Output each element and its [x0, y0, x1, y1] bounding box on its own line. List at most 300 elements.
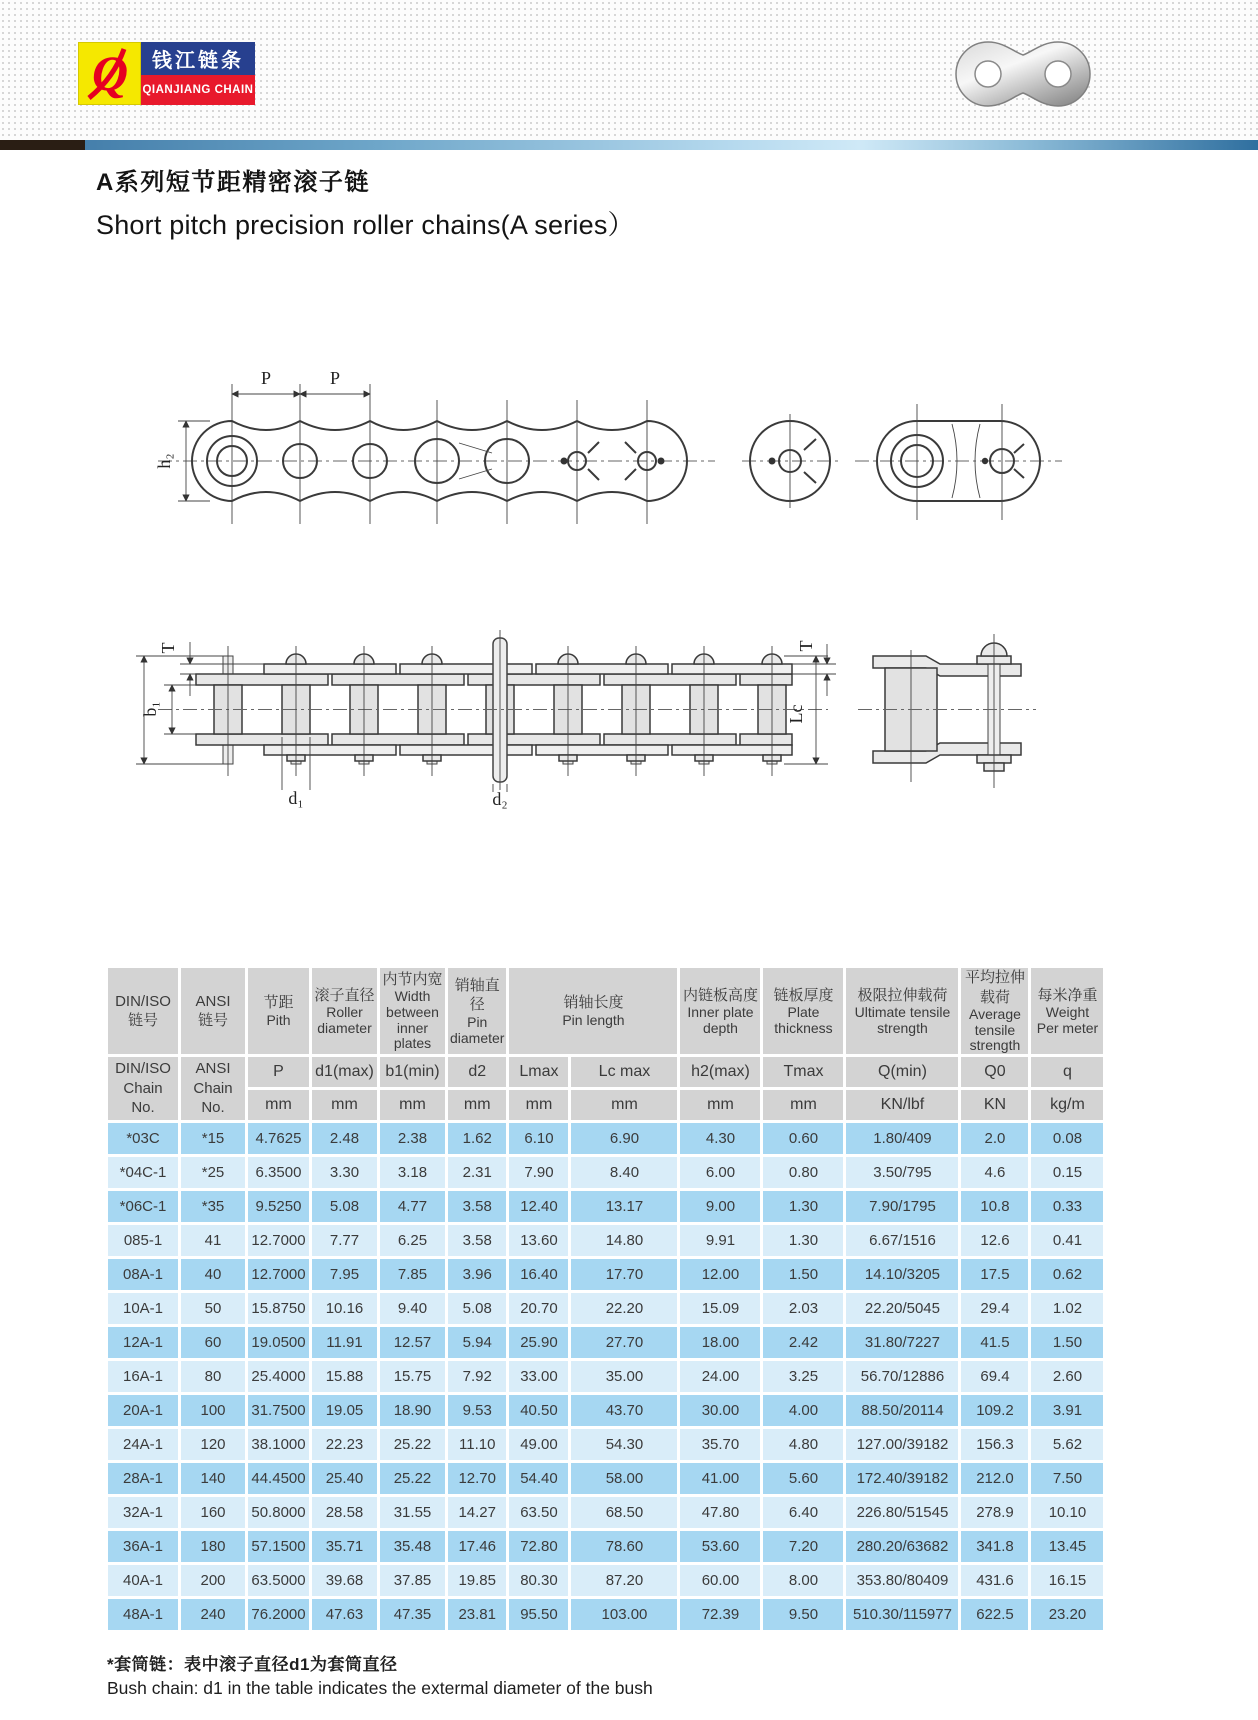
table-cell: *03C — [108, 1123, 178, 1154]
table-cell: 25.22 — [380, 1429, 445, 1460]
header-text: Tmax — [783, 1063, 824, 1081]
table-cell: 68.50 — [571, 1497, 677, 1528]
table-cell: *25 — [181, 1157, 245, 1188]
logo-english-name: QIANJIANG CHAIN — [141, 75, 255, 105]
table-cell: 5.60 — [763, 1463, 843, 1494]
col-group — [380, 968, 445, 1054]
table-cell: 0.41 — [1031, 1225, 1103, 1256]
table-cell: 2.03 — [763, 1293, 843, 1324]
header-text: kg/m — [1050, 1096, 1085, 1114]
col-unit — [380, 1090, 445, 1120]
col-group — [248, 968, 309, 1054]
header-text: mm — [525, 1096, 553, 1114]
table-cell: 28.58 — [312, 1497, 377, 1528]
table-cell: 48A-1 — [108, 1599, 178, 1630]
header-symbol-row — [108, 1057, 1103, 1087]
table-row — [108, 1599, 1103, 1630]
table-cell: 4.7625 — [248, 1123, 309, 1154]
table-row — [108, 1497, 1103, 1528]
table-cell: 103.00 — [571, 1599, 677, 1630]
table-cell: 11.10 — [448, 1429, 506, 1460]
header-text: 节距 — [263, 994, 294, 1012]
q-monogram-icon — [79, 43, 140, 104]
table-cell: 6.90 — [571, 1123, 677, 1154]
footnotes — [107, 1650, 653, 1699]
table-cell: 16A-1 — [108, 1361, 178, 1392]
table-cell: 160 — [181, 1497, 245, 1528]
header-text: Pin length — [562, 1011, 625, 1028]
table-cell: 35.00 — [571, 1361, 677, 1392]
header-text: ANSI — [195, 992, 231, 1010]
header-text: Q(min) — [878, 1063, 927, 1081]
col-ansi-en — [181, 1057, 245, 1120]
col-symbol — [571, 1057, 677, 1087]
col-symbol — [312, 1057, 377, 1087]
col-unit — [763, 1090, 843, 1120]
table-cell: 7.50 — [1031, 1463, 1103, 1494]
table-cell: 7.90 — [509, 1157, 568, 1188]
table-cell: 40.50 — [509, 1395, 568, 1426]
table-cell: 53.60 — [680, 1531, 760, 1562]
col-group — [312, 968, 377, 1054]
table-cell: 76.2000 — [248, 1599, 309, 1630]
table-cell: 72.80 — [509, 1531, 568, 1562]
table-cell: 25.4000 — [248, 1361, 309, 1392]
table-cell: 25.90 — [509, 1327, 568, 1358]
table-cell: 8.40 — [571, 1157, 677, 1188]
col-symbol — [380, 1057, 445, 1087]
table-row — [108, 1565, 1103, 1596]
header-text: mm — [463, 1096, 491, 1114]
title-chinese: A系列短节距精密滚子链 — [96, 169, 370, 196]
table-cell: 24A-1 — [108, 1429, 178, 1460]
header-text: 内节内宽 — [382, 970, 443, 988]
table-cell: 08A-1 — [108, 1259, 178, 1290]
table-cell: 63.50 — [509, 1497, 568, 1528]
header-text: 极限拉伸载荷 — [857, 986, 948, 1004]
table-cell: 47.80 — [680, 1497, 760, 1528]
header-text: mm — [790, 1096, 817, 1114]
table-cell: 9.40 — [380, 1293, 445, 1324]
col-symbol — [680, 1057, 760, 1087]
table-cell: 6.10 — [509, 1123, 568, 1154]
header-group-row — [108, 968, 1103, 1054]
table-cell: 33.00 — [509, 1361, 568, 1392]
table-cell: 0.80 — [763, 1157, 843, 1188]
table-cell: 78.60 — [571, 1531, 677, 1562]
table-cell: 12.7000 — [248, 1259, 309, 1290]
table-cell: 12A-1 — [108, 1327, 178, 1358]
col-symbol — [846, 1057, 958, 1087]
col-group — [448, 968, 506, 1054]
table-cell: 3.96 — [448, 1259, 506, 1290]
header-text: 销轴长度 — [563, 994, 624, 1012]
table-cell: 44.4500 — [248, 1463, 309, 1494]
table-cell: 28A-1 — [108, 1463, 178, 1494]
table-row — [108, 1531, 1103, 1562]
header-text: mm — [331, 1096, 358, 1114]
table-cell: 9.00 — [680, 1191, 760, 1222]
col-din-iso — [108, 968, 178, 1054]
table-cell: 7.90/1795 — [846, 1191, 958, 1222]
col-unit — [961, 1090, 1028, 1120]
table-cell: 510.30/115977 — [846, 1599, 958, 1630]
header-unit-row — [108, 1090, 1103, 1120]
table-cell: 49.00 — [509, 1429, 568, 1460]
table-cell: 80.30 — [509, 1565, 568, 1596]
table-cell: 6.3500 — [248, 1157, 309, 1188]
table-cell: 3.25 — [763, 1361, 843, 1392]
table-cell: 31.80/7227 — [846, 1327, 958, 1358]
table-cell: 2.60 — [1031, 1361, 1103, 1392]
table-cell: 15.88 — [312, 1361, 377, 1392]
table-cell: 2.48 — [312, 1123, 377, 1154]
table-cell: 127.00/39182 — [846, 1429, 958, 1460]
table-cell: 29.4 — [961, 1293, 1028, 1324]
table-cell: 12.70 — [448, 1463, 506, 1494]
table-cell: 60.00 — [680, 1565, 760, 1596]
table-cell: 13.17 — [571, 1191, 677, 1222]
table-cell: 226.80/51545 — [846, 1497, 958, 1528]
table-cell: 5.94 — [448, 1327, 506, 1358]
header-text: Plate thickness — [774, 1004, 833, 1036]
col-group — [961, 968, 1028, 1054]
header-text: Pith — [266, 1011, 291, 1028]
footnote-chinese: *套筒链：表中滚子直径d1为套筒直径 — [107, 1655, 398, 1674]
col-group — [680, 968, 760, 1054]
table-cell: 180 — [181, 1531, 245, 1562]
table-cell: 63.5000 — [248, 1565, 309, 1596]
table-cell: 23.20 — [1031, 1599, 1103, 1630]
table-cell: 35.71 — [312, 1531, 377, 1562]
table-cell: 2.42 — [763, 1327, 843, 1358]
table-cell: 3.18 — [380, 1157, 445, 1188]
table-cell: 15.09 — [680, 1293, 760, 1324]
table-cell: 120 — [181, 1429, 245, 1460]
header-text: KN/lbf — [880, 1096, 925, 1114]
table-cell: 3.91 — [1031, 1395, 1103, 1426]
table-cell: 0.33 — [1031, 1191, 1103, 1222]
table-row — [108, 1429, 1103, 1460]
table-cell: 35.70 — [680, 1429, 760, 1460]
table-cell: 22.23 — [312, 1429, 377, 1460]
table-cell: 72.39 — [680, 1599, 760, 1630]
table-cell: 19.05 — [312, 1395, 377, 1426]
table-row — [108, 1361, 1103, 1392]
dim-label-t-right: T — [796, 640, 816, 652]
table-row — [108, 1293, 1103, 1324]
table-cell: 8.00 — [763, 1565, 843, 1596]
col-unit — [680, 1090, 760, 1120]
header-text: b1(min) — [385, 1063, 440, 1081]
table-cell: 12.7000 — [248, 1225, 309, 1256]
table-cell: 353.80/80409 — [846, 1565, 958, 1596]
header-text: Weight Per meter — [1036, 1004, 1099, 1036]
table-cell: 1.80/409 — [846, 1123, 958, 1154]
table-cell: 10.8 — [961, 1191, 1028, 1222]
table-cell: 7.95 — [312, 1259, 377, 1290]
table-cell: 41 — [181, 1225, 245, 1256]
table-cell: 14.27 — [448, 1497, 506, 1528]
table-cell: 0.60 — [763, 1123, 843, 1154]
table-cell: *04C-1 — [108, 1157, 178, 1188]
table-cell: 3.58 — [448, 1191, 506, 1222]
table-cell: 57.1500 — [248, 1531, 309, 1562]
table-cell: 4.77 — [380, 1191, 445, 1222]
table-cell: 13.45 — [1031, 1531, 1103, 1562]
table-cell: 2.0 — [961, 1123, 1028, 1154]
col-symbol — [509, 1057, 568, 1087]
col-symbol — [248, 1057, 309, 1087]
table-row — [108, 1123, 1103, 1154]
header-text: DIN/ISO — [115, 992, 171, 1010]
col-group — [509, 968, 677, 1054]
header-text: Roller diameter — [317, 1004, 372, 1036]
col-group — [1031, 968, 1103, 1054]
table-cell: 10.16 — [312, 1293, 377, 1324]
header-text: Ultimate tensile strength — [854, 1004, 951, 1036]
table-cell: 9.53 — [448, 1395, 506, 1426]
header-text: mm — [611, 1096, 638, 1114]
table-cell: 212.0 — [961, 1463, 1028, 1494]
table-cell: 18.00 — [680, 1327, 760, 1358]
table-cell: 12.00 — [680, 1259, 760, 1290]
table-cell: 18.90 — [380, 1395, 445, 1426]
col-symbol — [763, 1057, 843, 1087]
table-cell: 7.20 — [763, 1531, 843, 1562]
table-cell: 0.08 — [1031, 1123, 1103, 1154]
header-text: h2(max) — [691, 1063, 750, 1081]
table-cell: 0.15 — [1031, 1157, 1103, 1188]
table-cell: 25.40 — [312, 1463, 377, 1494]
table-cell: 1.30 — [763, 1191, 843, 1222]
table-cell: 100 — [181, 1395, 245, 1426]
table-cell: 14.80 — [571, 1225, 677, 1256]
table-cell: 11.91 — [312, 1327, 377, 1358]
table-cell: 9.50 — [763, 1599, 843, 1630]
table-cell: 3.58 — [448, 1225, 506, 1256]
table-cell: 4.30 — [680, 1123, 760, 1154]
table-cell: 37.85 — [380, 1565, 445, 1596]
divider-blue-segment — [85, 140, 1258, 150]
table-cell: 0.62 — [1031, 1259, 1103, 1290]
table-cell: 27.70 — [571, 1327, 677, 1358]
table-cell: 56.70/12886 — [846, 1361, 958, 1392]
table-cell: 1.30 — [763, 1225, 843, 1256]
table-cell: 95.50 — [509, 1599, 568, 1630]
col-symbol — [448, 1057, 506, 1087]
table-cell: 54.30 — [571, 1429, 677, 1460]
table-cell: 7.85 — [380, 1259, 445, 1290]
table-cell: 15.8750 — [248, 1293, 309, 1324]
table-cell: 1.50 — [763, 1259, 843, 1290]
table-cell: 35.48 — [380, 1531, 445, 1562]
logo-monogram-badge — [78, 42, 141, 105]
company-logo — [78, 42, 255, 105]
header-text: 每米净重 — [1037, 986, 1098, 1004]
table-cell: 4.00 — [763, 1395, 843, 1426]
table-cell: 9.91 — [680, 1225, 760, 1256]
header-text: 平均拉伸载荷 — [964, 969, 1025, 1006]
table-cell: 12.6 — [961, 1225, 1028, 1256]
table-cell: 9.5250 — [248, 1191, 309, 1222]
header-divider-bar — [0, 140, 1258, 150]
table-cell: 7.77 — [312, 1225, 377, 1256]
dim-label-d1: d₁ — [288, 788, 304, 808]
section-title — [96, 162, 635, 242]
col-din-iso-en — [108, 1057, 178, 1120]
table-cell: 200 — [181, 1565, 245, 1596]
table-cell: 5.62 — [1031, 1429, 1103, 1460]
table-cell: 4.80 — [763, 1429, 843, 1460]
dim-label-h2: h₂ — [154, 453, 174, 469]
header-text: mm — [399, 1096, 426, 1114]
header-text: Q0 — [984, 1063, 1006, 1081]
table-cell: 109.2 — [961, 1395, 1028, 1426]
table-row — [108, 1395, 1103, 1426]
table-cell: *15 — [181, 1123, 245, 1154]
header-text: d2 — [468, 1063, 487, 1081]
table-cell: 23.81 — [448, 1599, 506, 1630]
table-cell: 20.70 — [509, 1293, 568, 1324]
col-unit — [846, 1090, 958, 1120]
table-cell: 31.7500 — [248, 1395, 309, 1426]
col-group — [846, 968, 958, 1054]
table-cell: 4.6 — [961, 1157, 1028, 1188]
header-text: 链号 — [127, 1012, 158, 1029]
table-row — [108, 1157, 1103, 1188]
logo-q-letter: Q — [91, 45, 129, 101]
table-cell: 80 — [181, 1361, 245, 1392]
dim-label-pitch-1: P — [260, 368, 272, 388]
table-cell: 36A-1 — [108, 1531, 178, 1562]
table-cell: 17.70 — [571, 1259, 677, 1290]
table-cell: 5.08 — [312, 1191, 377, 1222]
footnote-english: Bush chain: d1 in the table indicates the extermal diameter of the bush — [107, 1678, 653, 1698]
table-cell: 278.9 — [961, 1497, 1028, 1528]
table-cell: 15.75 — [380, 1361, 445, 1392]
table-cell: 16.15 — [1031, 1565, 1103, 1596]
table-cell: 19.0500 — [248, 1327, 309, 1358]
header-text: P — [273, 1063, 284, 1081]
table-cell: 32A-1 — [108, 1497, 178, 1528]
table-cell: 41.5 — [961, 1327, 1028, 1358]
dim-label-b1: b₁ — [140, 701, 160, 717]
page-header — [0, 0, 1258, 140]
table-cell: 3.50/795 — [846, 1157, 958, 1188]
table-cell: 54.40 — [509, 1463, 568, 1494]
table-cell: 13.60 — [509, 1225, 568, 1256]
col-unit — [509, 1090, 568, 1120]
table-cell: 6.25 — [380, 1225, 445, 1256]
table-cell: 87.20 — [571, 1565, 677, 1596]
table-row — [108, 1191, 1103, 1222]
table-cell: 12.57 — [380, 1327, 445, 1358]
header-text: q — [1063, 1063, 1072, 1081]
table-row — [108, 1259, 1103, 1290]
dim-label-pitch-2: P — [329, 368, 341, 388]
table-cell: 47.63 — [312, 1599, 377, 1630]
table-cell: 431.6 — [961, 1565, 1028, 1596]
table-cell: 1.50 — [1031, 1327, 1103, 1358]
table-cell: 10.10 — [1031, 1497, 1103, 1528]
table-cell: 25.22 — [380, 1463, 445, 1494]
table-cell: 58.00 — [571, 1463, 677, 1494]
table-cell: 240 — [181, 1599, 245, 1630]
table-cell: 47.35 — [380, 1599, 445, 1630]
logo-text-block — [141, 42, 255, 105]
col-ansi — [181, 968, 245, 1054]
table-cell: 622.5 — [961, 1599, 1028, 1630]
chain-plan-view-drawing — [128, 592, 1048, 815]
table-cell: 40A-1 — [108, 1565, 178, 1596]
col-unit — [1031, 1090, 1103, 1120]
table-cell: 7.92 — [448, 1361, 506, 1392]
header-text: mm — [265, 1096, 292, 1114]
col-unit — [448, 1090, 506, 1120]
table-row — [108, 1463, 1103, 1494]
table-cell: 17.46 — [448, 1531, 506, 1562]
dim-label-t-left: T — [158, 642, 178, 654]
table-row — [108, 1327, 1103, 1358]
table-cell: 3.30 — [312, 1157, 377, 1188]
table-cell: 38.1000 — [248, 1429, 309, 1460]
table-cell: 16.40 — [509, 1259, 568, 1290]
header-text: Width between inner plates — [386, 988, 439, 1052]
table-cell: *35 — [181, 1191, 245, 1222]
table-cell: 5.08 — [448, 1293, 506, 1324]
table-cell: 31.55 — [380, 1497, 445, 1528]
table-cell: 22.20 — [571, 1293, 677, 1324]
table-cell: 2.38 — [380, 1123, 445, 1154]
col-unit — [248, 1090, 309, 1120]
col-symbol — [961, 1057, 1028, 1087]
table-cell: 10A-1 — [108, 1293, 178, 1324]
table-body — [108, 1123, 1103, 1630]
header-text: 链号 — [197, 1012, 228, 1029]
header-text: Inner plate depth — [687, 1004, 754, 1036]
header-text: 销轴直径 — [454, 976, 500, 1014]
table-cell: 40 — [181, 1259, 245, 1290]
table-cell: 41.00 — [680, 1463, 760, 1494]
col-unit — [571, 1090, 677, 1120]
table-head — [108, 968, 1103, 1120]
table-cell: 17.5 — [961, 1259, 1028, 1290]
table-cell: 140 — [181, 1463, 245, 1494]
table-cell: 6.00 — [680, 1157, 760, 1188]
table-cell: 12.40 — [509, 1191, 568, 1222]
chain-plate-photo — [938, 28, 1108, 125]
header-text: d1(max) — [315, 1063, 374, 1081]
header-text: mm — [707, 1096, 734, 1114]
table-cell: 341.8 — [961, 1531, 1028, 1562]
table-cell: 085-1 — [108, 1225, 178, 1256]
header-text: 滚子直径 — [314, 986, 375, 1004]
header-text: ANSI Chain No. — [193, 1060, 233, 1117]
col-group — [763, 968, 843, 1054]
logo-chinese-name: 钱江链条 — [141, 42, 255, 75]
header-text: Lmax — [519, 1063, 559, 1081]
table-cell: 6.40 — [763, 1497, 843, 1528]
chain-side-view-drawing — [140, 328, 1070, 538]
table-cell: 30.00 — [680, 1395, 760, 1426]
col-unit — [312, 1090, 377, 1120]
table-cell: 156.3 — [961, 1429, 1028, 1460]
header-text: Average tensile strength — [969, 1006, 1021, 1054]
table-cell: 19.85 — [448, 1565, 506, 1596]
table-cell: 14.10/3205 — [846, 1259, 958, 1290]
table-cell: 1.62 — [448, 1123, 506, 1154]
